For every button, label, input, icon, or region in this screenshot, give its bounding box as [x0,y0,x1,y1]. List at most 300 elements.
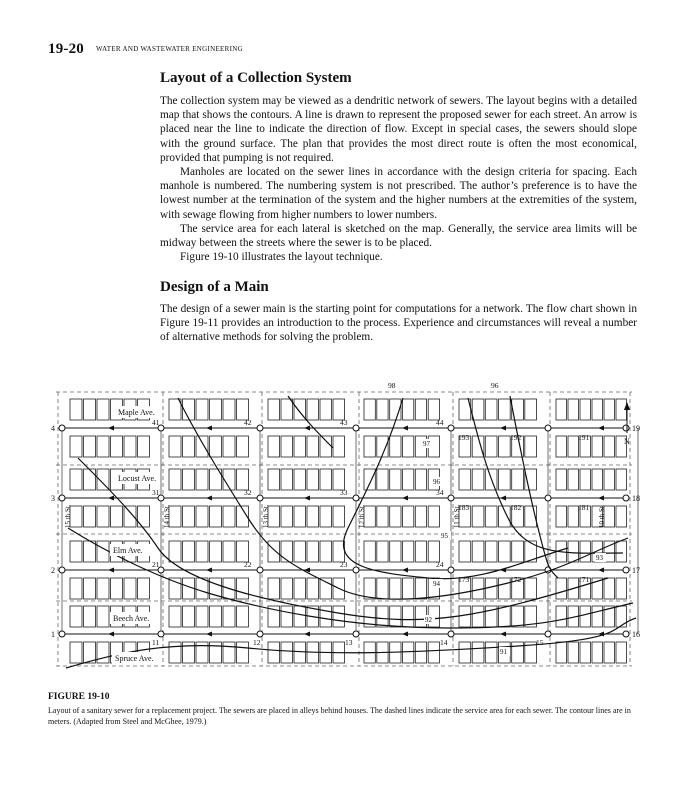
street-name: Elm Ave. [113,546,143,555]
house-lot [97,606,109,627]
manhole-number: 172 [510,575,522,584]
house-lot [568,399,579,420]
house-lot [84,436,96,457]
house-lot [333,506,345,527]
paragraph: Manholes are located on the sewer lines in accordance with the design criteria for spacing. Each manhole is numbered. The numbering system is not prescribed. The author’s preference is to have the lowest number at the termination of the system and the higher numbers at the extremities of the system, with sewage flowing from higher numbers to lower numbers. [160,166,637,221]
house-lot [485,399,497,420]
house-lot [169,436,181,457]
house-lot [568,642,579,663]
flow-arrow [402,426,408,431]
section-heading: Layout of a Collection System [160,70,352,86]
house-lot [307,578,319,599]
house-lot [320,578,332,599]
house-lot [556,436,567,457]
node-number-left: 3 [51,494,55,503]
house-lot [415,506,426,527]
manhole-number: 21 [152,560,160,569]
house-lot [499,606,511,627]
contour-lines [66,396,636,668]
manhole-number: 22 [244,560,252,569]
house-lot [169,399,181,420]
house-lot [580,642,591,663]
manhole-number: 41 [152,418,160,427]
house-lot [294,541,306,562]
house-lot [403,606,414,627]
manhole-number: 12 [253,638,261,647]
flow-arrow [500,632,506,637]
house-lot [237,399,249,420]
house-lot [568,436,579,457]
figure-19-10 [48,378,640,689]
house-lot [333,399,345,420]
manhole-number: 193 [458,433,470,442]
manhole [448,495,454,501]
section-layout-collection [160,70,637,264]
house-lot [183,606,195,627]
house-lot [268,399,280,420]
house-lot [111,506,123,527]
house-lot [580,606,591,627]
flow-arrow [304,632,310,637]
house-lot [84,541,96,562]
house-lot [124,578,136,599]
house-lot [580,399,591,420]
house-lot [307,541,319,562]
manhole [353,567,359,573]
house-lot [333,469,345,490]
house-lot [169,578,181,599]
house-lot [364,578,375,599]
house-lot [592,606,603,627]
house-lot [70,642,82,663]
house-lot [84,469,96,490]
house-lot [84,578,96,599]
house-lot [556,578,567,599]
house-lot [169,469,181,490]
node-number-left: 2 [51,566,55,575]
house-lot [592,399,603,420]
house-lot [196,606,208,627]
manhole [623,495,629,501]
manhole [59,567,65,573]
house-lot [237,578,249,599]
house-lot [525,436,537,457]
house-lot [196,506,208,527]
house-lot [97,399,109,420]
house-lot [390,578,401,599]
house-lot [568,506,579,527]
running-title: WATER AND WASTEWATER ENGINEERING [96,45,243,53]
house-lot [281,541,293,562]
house-lot [281,436,293,457]
house-lot [568,469,579,490]
manhole [257,567,263,573]
flow-arrow [598,568,604,573]
manhole [59,495,65,501]
cross-street-name: 15 th St. [64,504,72,528]
house-lot [281,606,293,627]
house-lot [592,469,603,490]
house-lot [84,399,96,420]
house-lot [364,436,375,457]
manhole [545,631,551,637]
house-lot [604,399,615,420]
house-lot [616,578,627,599]
house-lot [196,399,208,420]
house-lot [268,436,280,457]
house-lot [320,541,332,562]
house-lot [84,506,96,527]
house-lot [512,606,524,627]
house-lot [196,541,208,562]
house-lot [333,436,345,457]
cross-street-name: 13 th St. [262,504,270,528]
manhole-number: 34 [436,488,444,497]
contour-label: 96 [433,478,440,486]
house-lot [210,399,222,420]
house-lot [512,469,524,490]
manhole-number: 11 [152,638,160,647]
house-lot [281,506,293,527]
house-lot [377,469,388,490]
house-lot [604,642,615,663]
sewer-layout-map [48,378,640,684]
running-header [48,40,243,58]
manhole-number: 24 [436,560,444,569]
house-lot [616,642,627,663]
manhole-number: 181 [578,503,590,512]
manhole [448,567,454,573]
manhole [353,631,359,637]
contour-label: 97 [423,440,430,448]
house-lot [307,399,319,420]
house-lot [97,578,109,599]
house-lot [223,506,235,527]
house-lot [138,578,150,599]
paragraph: The design of a sewer main is the starting point for computations for a network. The flow chart shown in Figure 19-11 provides an introduction to the process. Experience and circumstances will reveal a number of alternative methods for solving the problem. [160,303,637,344]
flow-arrow [206,632,212,637]
cross-street-name: 12 th St. [358,504,366,528]
house-lot [390,606,401,627]
paragraph: The service area for each lateral is sketched on the map. Generally, the service area limits will be midway between the streets where the sewer is to be placed. [160,222,637,250]
flow-arrow [206,426,212,431]
house-lot [459,606,471,627]
house-lot [307,436,319,457]
manhole [623,631,629,637]
paragraph: The collection system may be viewed as a dendritic network of sewers. The layout begins with a detailed map that shows the contours. A line is drawn to represent the proposed sewer for each street. An arrow is placed near the line to indicate the direction of flow. Except in special cases, the sewers should slope with the ground surface. The plan that provides the most direct route is often the most economical, provided that pumping is not required. [160,95,637,164]
house-lot [196,469,208,490]
flow-arrow [598,426,604,431]
manhole [158,631,164,637]
house-lot [403,469,414,490]
house-lot [472,469,484,490]
manhole [353,425,359,431]
house-lot [390,469,401,490]
house-lot [333,541,345,562]
manhole-number: 13 [345,638,353,647]
house-lot [377,399,388,420]
manhole-number: 171 [578,575,590,584]
house-lot [415,578,426,599]
house-lot [320,506,332,527]
house-lot [472,642,484,663]
house-lot [70,469,82,490]
house-lot [294,606,306,627]
house-lot [237,541,249,562]
flow-arrow [108,632,114,637]
house-lot [223,541,235,562]
house-lot [459,469,471,490]
house-lot [499,469,511,490]
house-lot [196,436,208,457]
house-lot [472,399,484,420]
house-lot [320,469,332,490]
house-lot [390,541,401,562]
house-lot [604,578,615,599]
house-lot [223,399,235,420]
flow-arrow [108,496,114,501]
manhole [59,425,65,431]
manhole-number: 44 [436,418,444,427]
house-lot [169,606,181,627]
house-lot [294,642,306,663]
house-lot [556,399,567,420]
house-lot [307,506,319,527]
house-lot [268,578,280,599]
house-lot [268,469,280,490]
house-lot [97,436,109,457]
house-lot [485,436,497,457]
house-lot [223,606,235,627]
house-lot [281,642,293,663]
page-number: 19-20 [48,41,84,57]
house-lot [124,436,136,457]
house-lot [485,541,497,562]
house-lot [616,506,627,527]
manhole-number: 32 [244,488,252,497]
house-lot [403,399,414,420]
paragraph: Figure 19-10 illustrates the layout technique. [180,251,383,264]
manhole-number: 192 [510,433,522,442]
house-lot [169,541,181,562]
house-lot [403,506,414,527]
cross-street-name: 10 th St. [598,504,606,528]
house-lot [390,436,401,457]
house-lot [223,436,235,457]
manhole-number: 43 [340,418,348,427]
house-lot [485,506,497,527]
figure-caption [48,692,640,727]
flow-arrow [598,496,604,501]
section-heading: Design of a Main [160,279,269,295]
house-lot [580,469,591,490]
house-lot [377,606,388,627]
house-lot [210,541,222,562]
house-lot [525,578,537,599]
contour-label: 93 [596,554,603,562]
contour-label: 91 [500,648,507,656]
house-lot [210,506,222,527]
house-lot [70,578,82,599]
street-name: Spruce Ave. [115,654,154,663]
house-lot [403,436,414,457]
house-lot [320,436,332,457]
cross-street-name: 11 th St. [453,504,461,528]
house-lot [512,642,524,663]
house-lot [281,469,293,490]
manhole-number: 31 [152,488,160,497]
house-lot [485,642,497,663]
manhole [353,495,359,501]
house-lot [307,469,319,490]
house-lot [183,506,195,527]
house-lot [428,642,439,663]
house-lot [459,642,471,663]
flow-arrow [206,568,212,573]
house-lot [97,506,109,527]
house-lot [169,642,181,663]
flow-arrow [304,426,310,431]
house-lot [390,506,401,527]
house-lot [604,469,615,490]
manhole [448,425,454,431]
house-lot [472,606,484,627]
node-number-left: 1 [51,630,55,639]
house-lot [556,606,567,627]
house-lot [294,506,306,527]
manhole-number: 14 [440,638,448,647]
flow-arrow [500,496,506,501]
contour-label: 96 [491,381,499,390]
node-number-right: 16 [632,630,640,639]
contour-label: 98 [388,381,396,390]
node-number-left: 4 [51,424,55,433]
house-lot [499,541,511,562]
manhole [545,425,551,431]
house-lot [84,606,96,627]
house-lot [294,469,306,490]
manhole [448,631,454,637]
house-lot [97,642,109,663]
house-lot [499,399,511,420]
street-name: Locust Ave. [118,474,157,483]
house-lot [472,506,484,527]
house-lot [556,506,567,527]
manhole-number: 191 [578,433,590,442]
house-lot [604,436,615,457]
house-lot [403,642,414,663]
house-lot [592,642,603,663]
node-number-right: 18 [632,494,640,503]
flow-arrow [206,496,212,501]
house-lot [268,541,280,562]
house-lot [512,541,524,562]
street-name: Maple Ave. [118,408,155,417]
house-lot [415,541,426,562]
house-lot [210,436,222,457]
manhole-number: 182 [510,503,522,512]
house-lot [556,469,567,490]
manhole-number: 42 [244,418,252,427]
house-lot [415,399,426,420]
house-lot [592,436,603,457]
house-lot [70,606,82,627]
manhole [257,425,263,431]
house-lot [210,606,222,627]
house-lot [237,469,249,490]
manhole-number: 23 [340,560,348,569]
house-lot [111,578,123,599]
manhole [59,631,65,637]
house-lot [268,642,280,663]
flow-arrow [108,426,114,431]
house-lot [472,436,484,457]
house-lot [415,469,426,490]
house-lot [196,578,208,599]
house-lot [364,541,375,562]
manhole [257,495,263,501]
house-lot [568,541,579,562]
contour-label: 92 [425,616,432,624]
house-lot [138,436,150,457]
cross-street-name: 14 th St. [163,504,171,528]
house-lot [183,541,195,562]
section-design-main [160,279,637,345]
north-label: N [624,437,630,446]
house-lot [428,541,439,562]
house-lot [183,469,195,490]
manhole [545,495,551,501]
house-lot [237,642,249,663]
house-lot [237,436,249,457]
manhole-number: 15 [536,638,544,647]
flow-arrow [108,568,114,573]
house-lot [580,541,591,562]
node-number-right: 17 [632,566,640,575]
flow-arrow [402,632,408,637]
house-lot [97,541,109,562]
manhole [257,631,263,637]
house-lot [333,606,345,627]
house-lot [459,541,471,562]
house-lot [364,469,375,490]
house-lot [294,436,306,457]
house-lot [111,436,123,457]
house-lot [556,642,567,663]
house-lot [70,399,82,420]
manhole-number: 33 [340,488,348,497]
node-number-right: 19 [632,424,640,433]
house-lot [377,578,388,599]
caption-text: Layout of a sanitary sewer for a replacement project. The sewers are placed in alleys behind houses. The dashed lines indicate the service area for each sewer. The contour lines are in meters. (Adapted from Steel and McGhee, 1979.) [48,706,631,726]
flow-arrow [402,568,408,573]
flow-arrow [500,426,506,431]
contour-label: 95 [441,532,448,540]
house-lot [320,606,332,627]
house-lot [403,578,414,599]
flow-arrow [304,496,310,501]
house-lot [70,436,82,457]
house-lot [616,469,627,490]
house-lot [377,506,388,527]
manhole-number: 183 [458,503,470,512]
house-lot [525,399,537,420]
house-lot [428,399,439,420]
house-lot [183,436,195,457]
house-lot [499,578,511,599]
house-lot [294,578,306,599]
contour-label: 94 [433,580,440,588]
